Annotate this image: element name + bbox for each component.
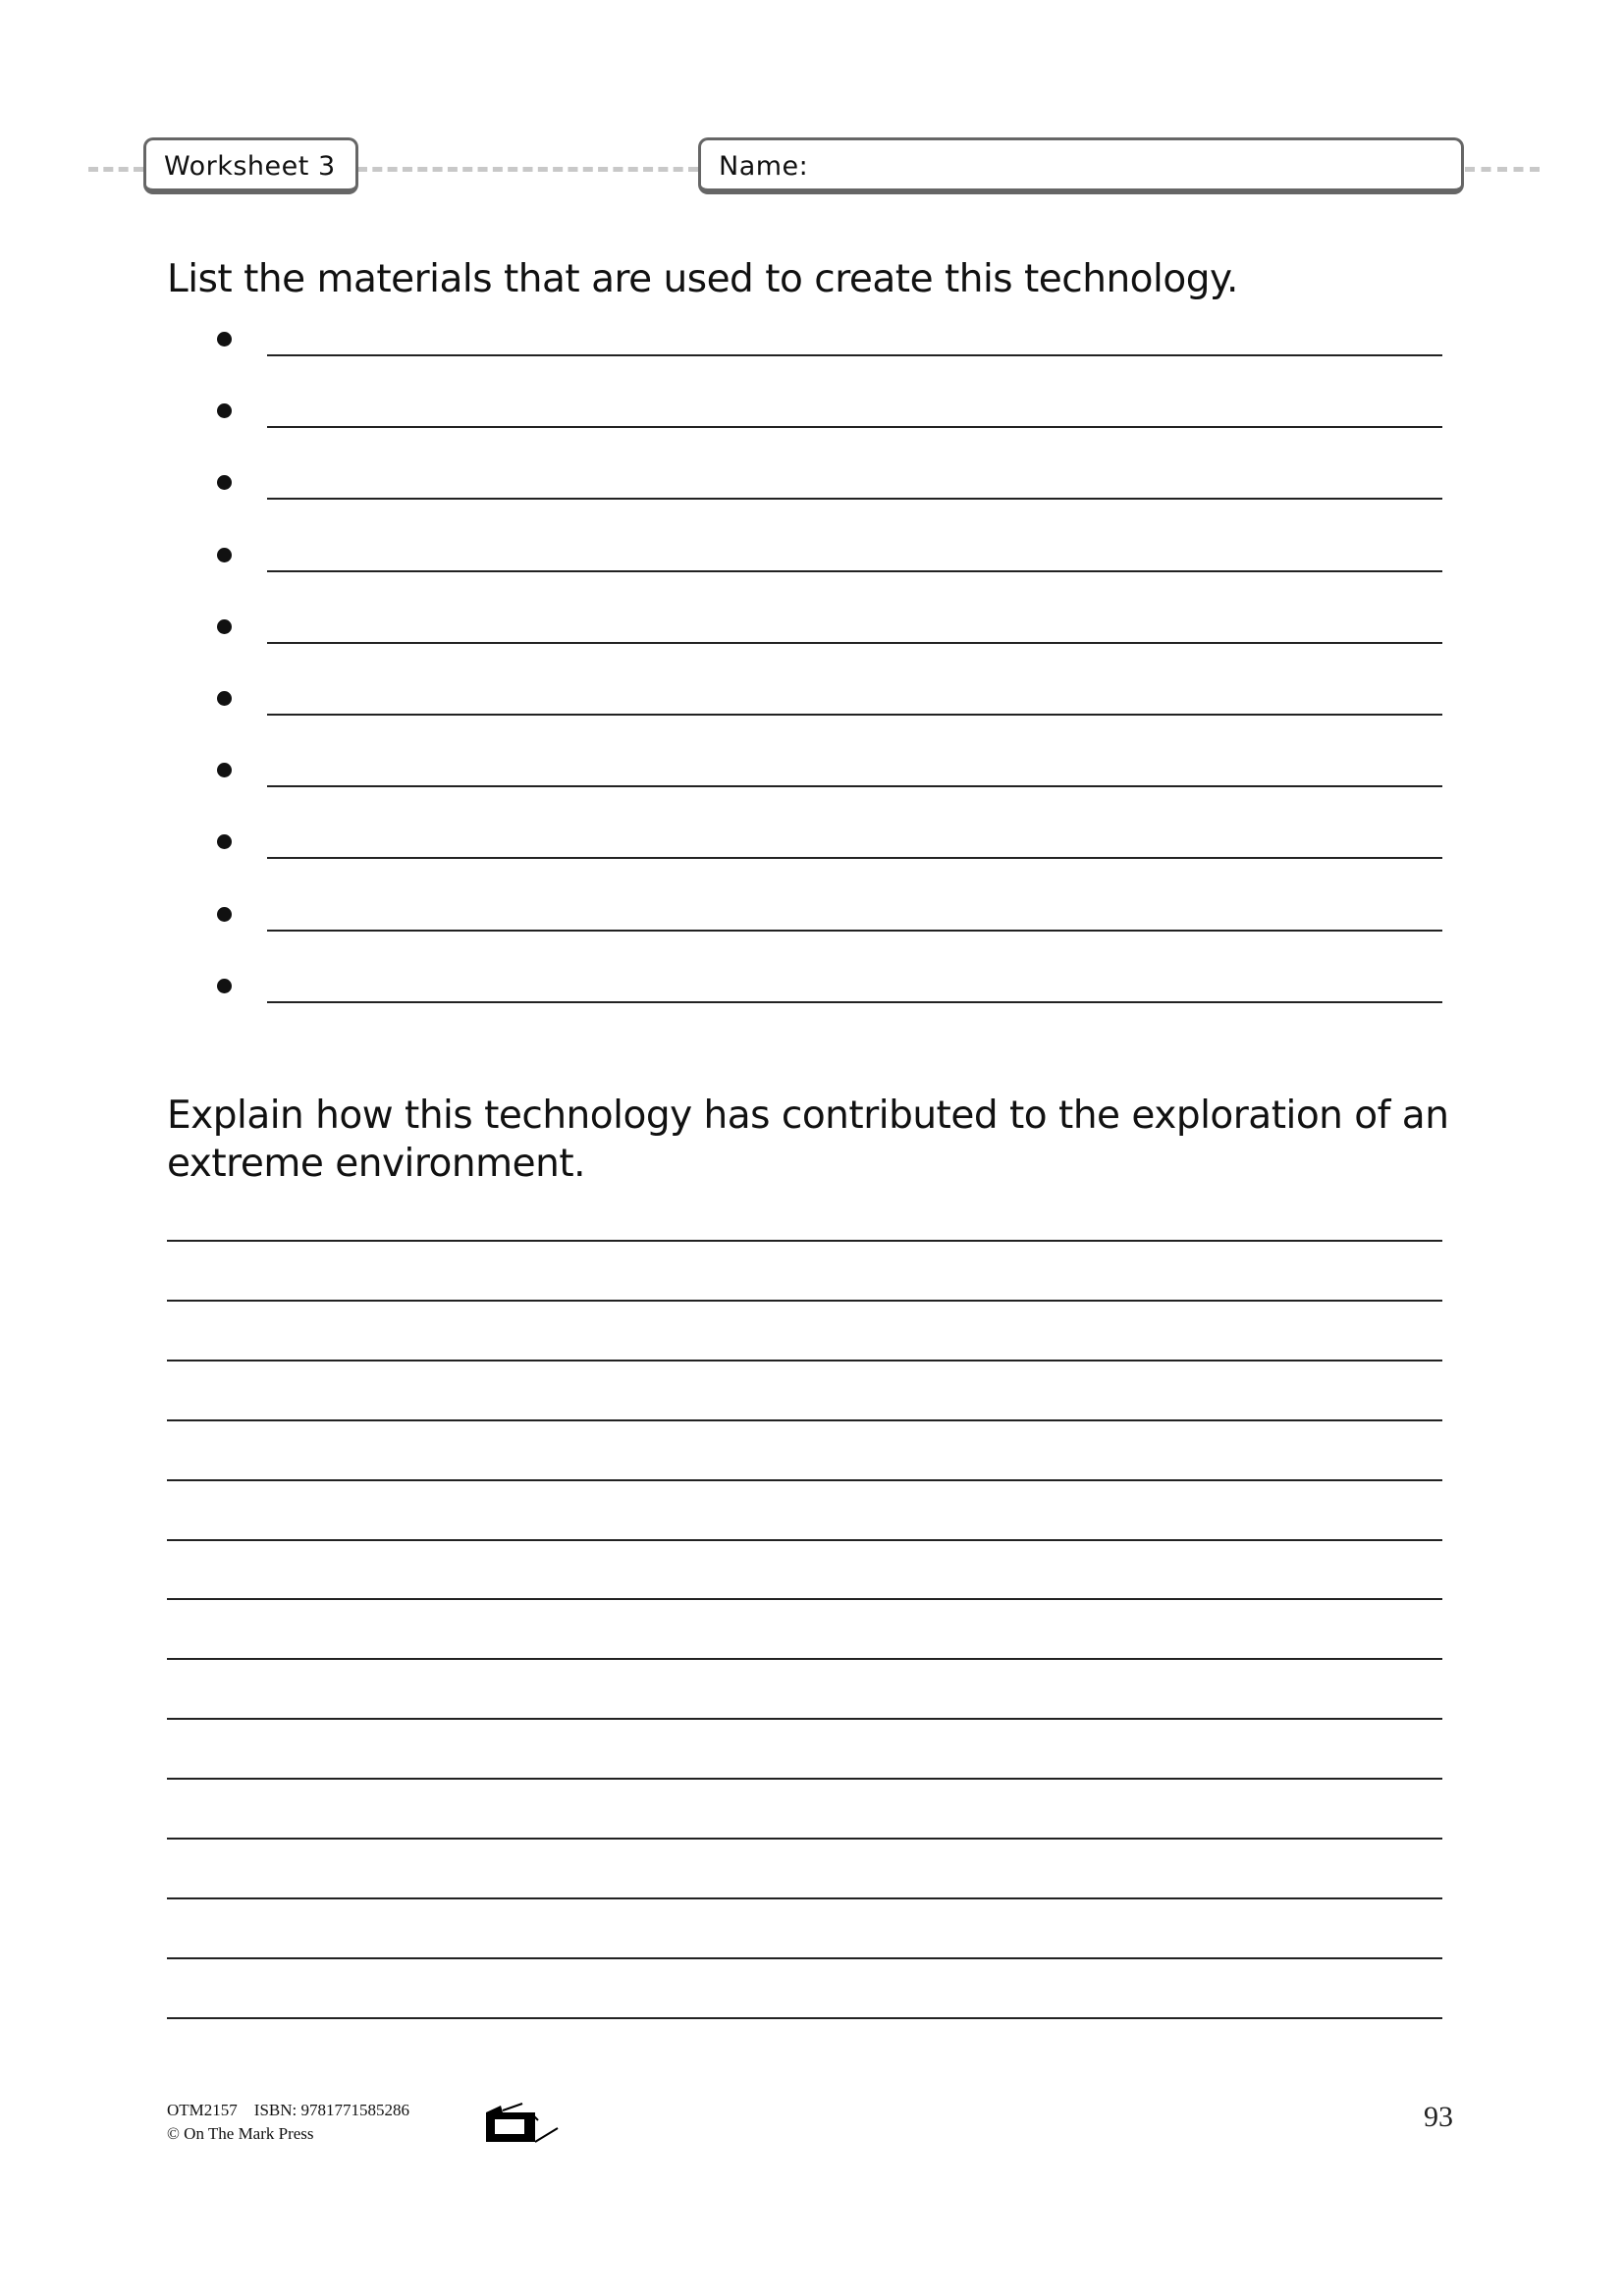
bullet-icon	[217, 403, 232, 418]
explain-answer-line[interactable]	[167, 1718, 1442, 1720]
explain-answer-line[interactable]	[167, 1658, 1442, 1660]
worksheet-label-box	[143, 137, 358, 194]
bullet-icon	[217, 548, 232, 562]
explain-answer-line[interactable]	[167, 1897, 1442, 1899]
explain-answer-line[interactable]	[167, 1479, 1442, 1481]
footer-copyright: © On The Mark Press	[167, 2124, 314, 2143]
bullet-icon	[217, 834, 232, 849]
materials-prompt: List the materials that are used to create this technology.	[167, 257, 1238, 301]
explain-prompt-line1: Explain how this technology has contributed to the exploration of an	[167, 1094, 1449, 1138]
name-label: Name:	[719, 151, 809, 182]
page-number: 93	[1424, 2101, 1453, 2133]
explain-answer-line[interactable]	[167, 1598, 1442, 1600]
material-answer-line[interactable]	[267, 714, 1442, 716]
material-answer-line[interactable]	[267, 570, 1442, 572]
bullet-icon	[217, 907, 232, 922]
explain-answer-line[interactable]	[167, 1957, 1442, 1959]
bullet-icon	[217, 475, 232, 490]
explain-answer-line[interactable]	[167, 1539, 1442, 1541]
explain-answer-line[interactable]	[167, 1240, 1442, 1242]
material-answer-line[interactable]	[267, 642, 1442, 644]
bullet-icon	[217, 763, 232, 777]
explain-answer-line[interactable]	[167, 1778, 1442, 1780]
explain-answer-line[interactable]	[167, 1838, 1442, 1840]
material-answer-line[interactable]	[267, 426, 1442, 428]
publisher-logo-icon	[483, 2103, 562, 2148]
material-answer-line[interactable]	[267, 930, 1442, 932]
material-answer-line[interactable]	[267, 354, 1442, 356]
bullet-icon	[217, 619, 232, 634]
header-dash-right	[1465, 167, 1540, 172]
worksheet-label: Worksheet 3	[164, 151, 336, 182]
material-answer-line[interactable]	[267, 857, 1442, 859]
bullet-icon	[217, 979, 232, 993]
explain-answer-line[interactable]	[167, 2017, 1442, 2019]
header-dash-left	[88, 167, 143, 172]
explain-answer-line[interactable]	[167, 1300, 1442, 1302]
explain-answer-line[interactable]	[167, 1419, 1442, 1421]
header-dash-middle	[357, 167, 698, 172]
name-field[interactable]	[698, 137, 1464, 194]
footer-code-isbn: OTM2157 ISBN: 9781771585286	[167, 2101, 409, 2119]
explain-prompt-line2: extreme environment.	[167, 1142, 586, 1186]
bullet-icon	[217, 332, 232, 347]
material-answer-line[interactable]	[267, 785, 1442, 787]
material-answer-line[interactable]	[267, 498, 1442, 500]
material-answer-line[interactable]	[267, 1001, 1442, 1003]
explain-answer-line[interactable]	[167, 1360, 1442, 1362]
bullet-icon	[217, 691, 232, 706]
